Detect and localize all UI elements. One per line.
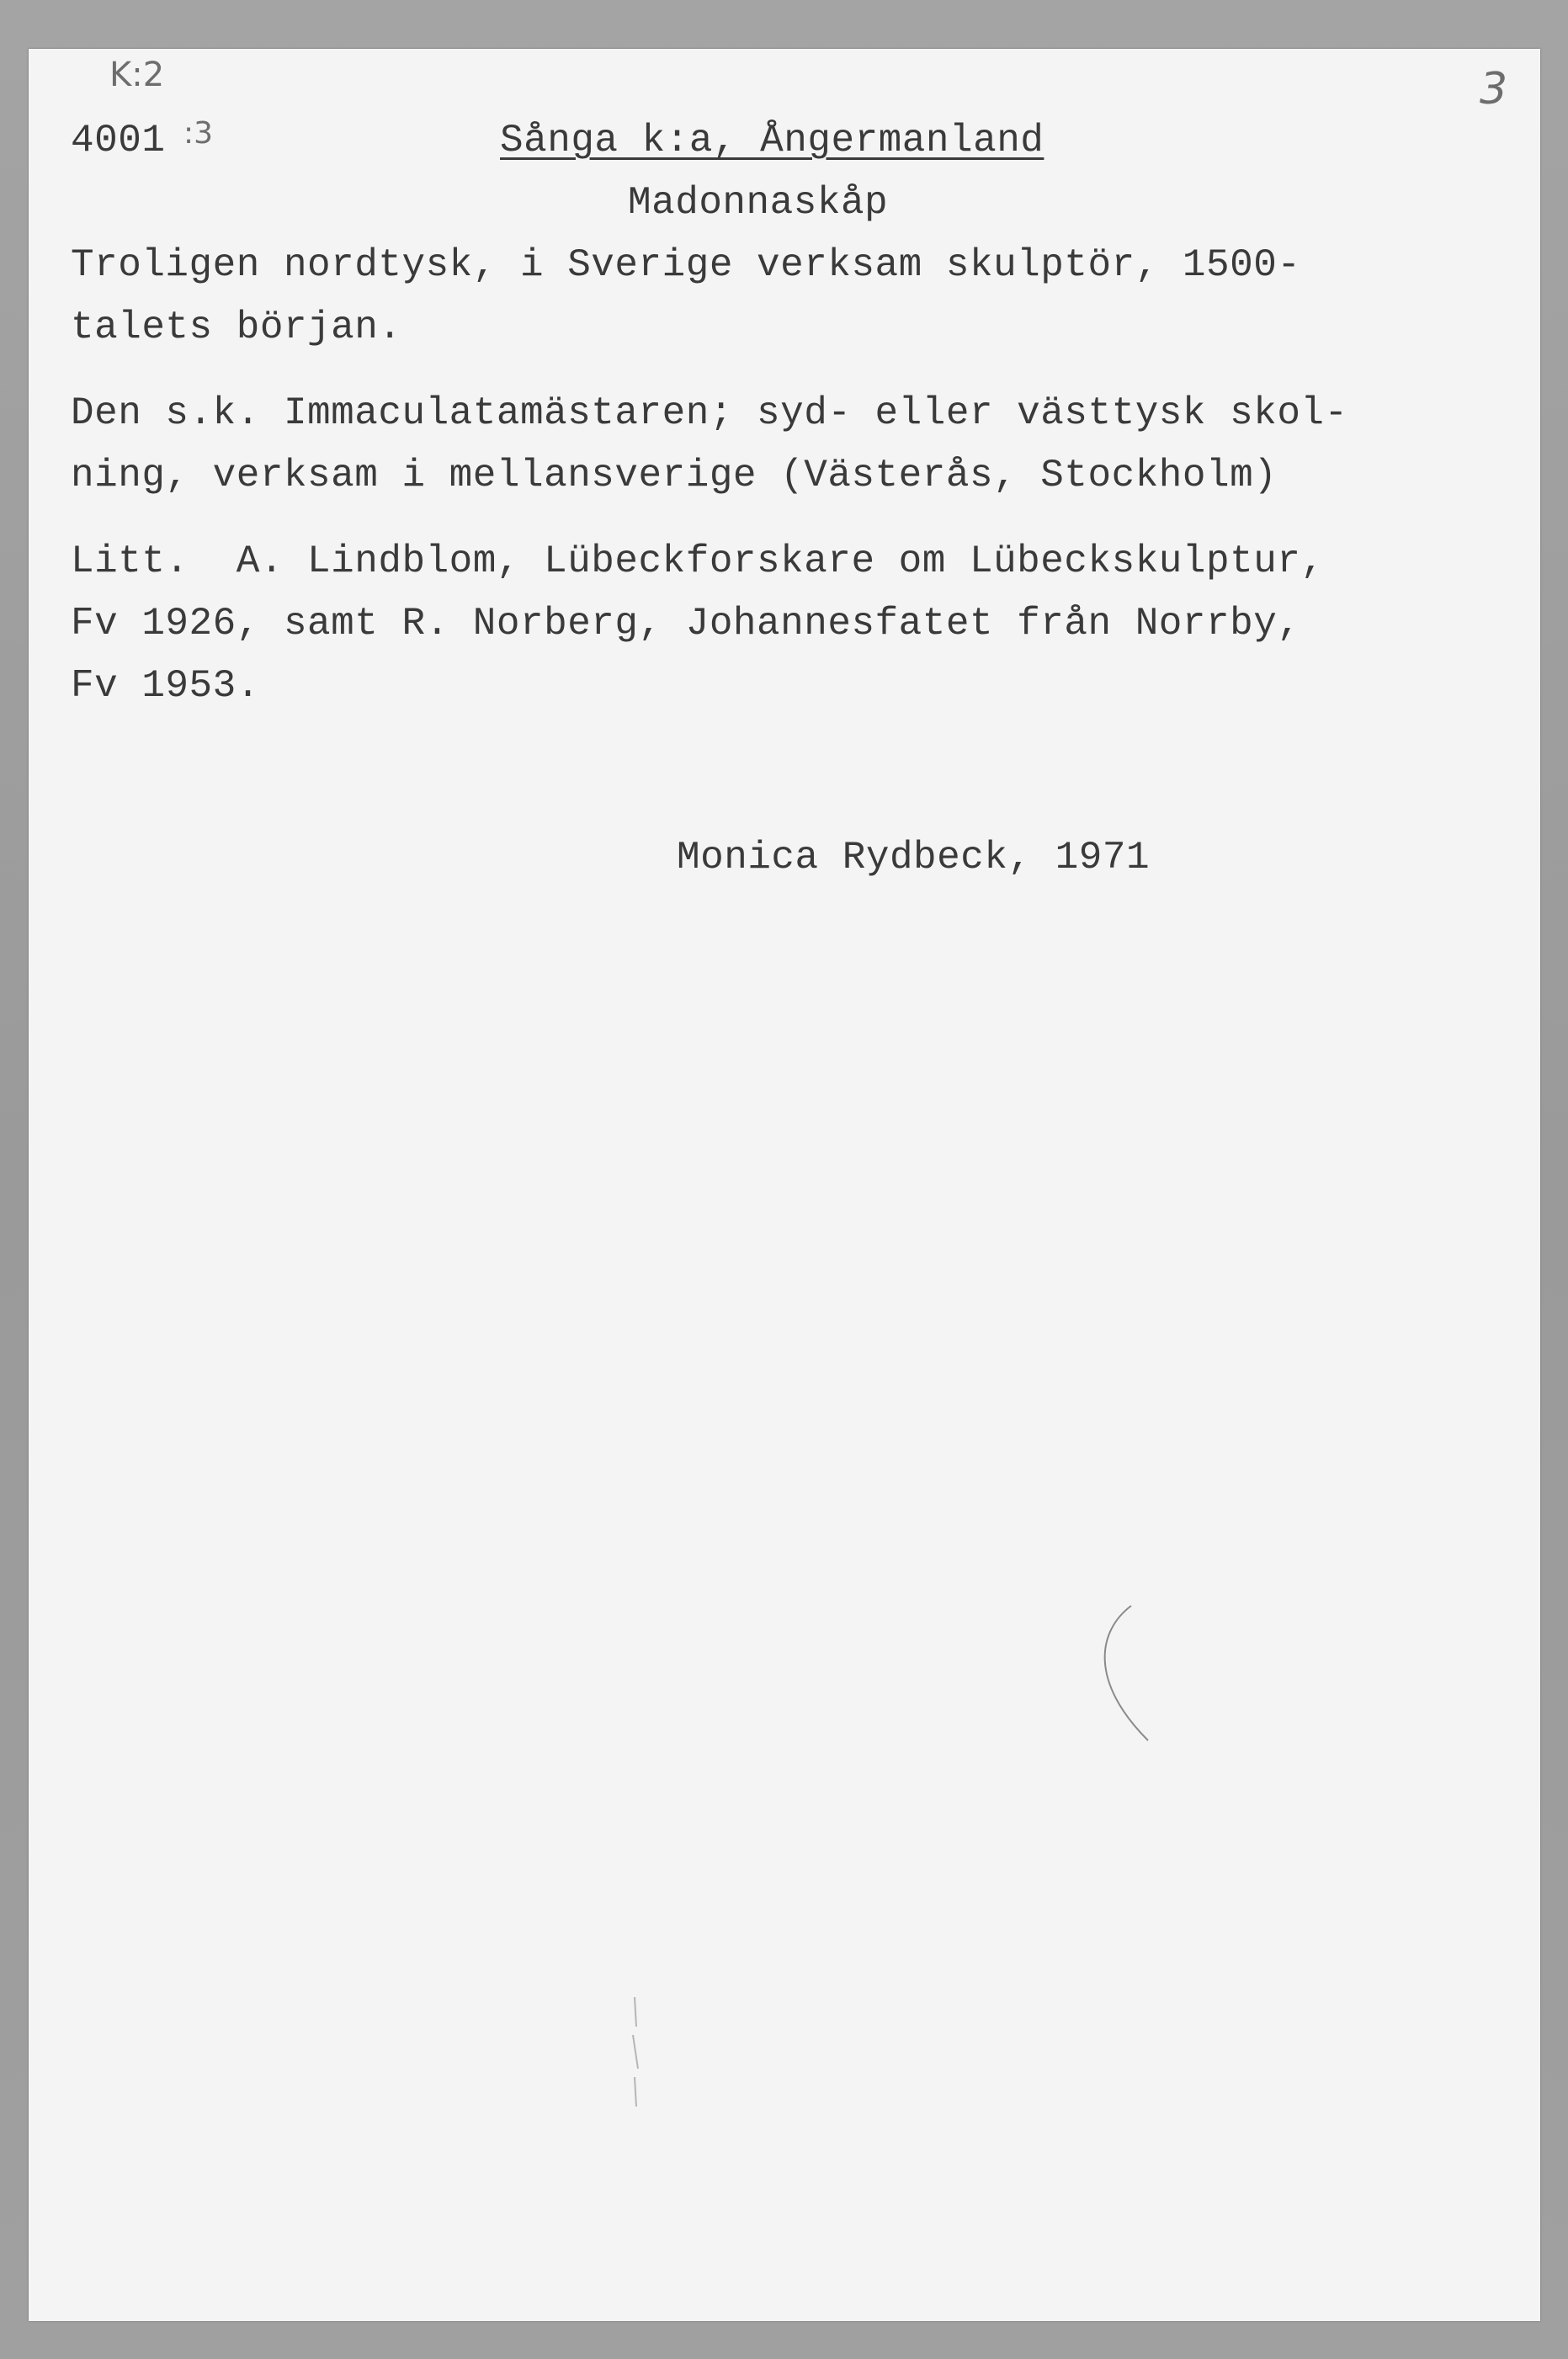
catalog-card — [29, 49, 1540, 2321]
handwritten-number-top-right: 3 — [1480, 64, 1508, 114]
text-line: Den s.k. Immaculatamästaren; syd- eller västtysk skol- — [71, 391, 1348, 435]
pencil-mark — [1081, 1597, 1165, 1749]
handwritten-reference-top-left: K:2 — [109, 56, 165, 94]
signature: Monica Rydbeck, 1971 — [677, 836, 1151, 879]
catalog-number: 4001 — [71, 119, 166, 162]
text-line: Troligen nordtysk, i Sverige verksam skulptör, 1500- — [71, 243, 1301, 287]
location-title: Sånga k:a, Ångermanland — [500, 119, 1044, 162]
faint-pencil-scribble — [618, 1993, 651, 2111]
text-line: ning, verksam i mellansverige (Västerås, Stockholm) — [71, 454, 1278, 497]
text-line: Litt. A. Lindblom, Lübeckforskare om Lübeckskulptur, — [71, 539, 1325, 583]
object-name: Madonnaskåp — [628, 181, 889, 225]
catalog-number-suffix: :3 — [183, 116, 214, 151]
text-line: Fv 1926, samt R. Norberg, Johannesfatet från Norrby, — [71, 602, 1301, 646]
text-line: talets början. — [71, 306, 402, 349]
text-line: Fv 1953. — [71, 664, 260, 708]
